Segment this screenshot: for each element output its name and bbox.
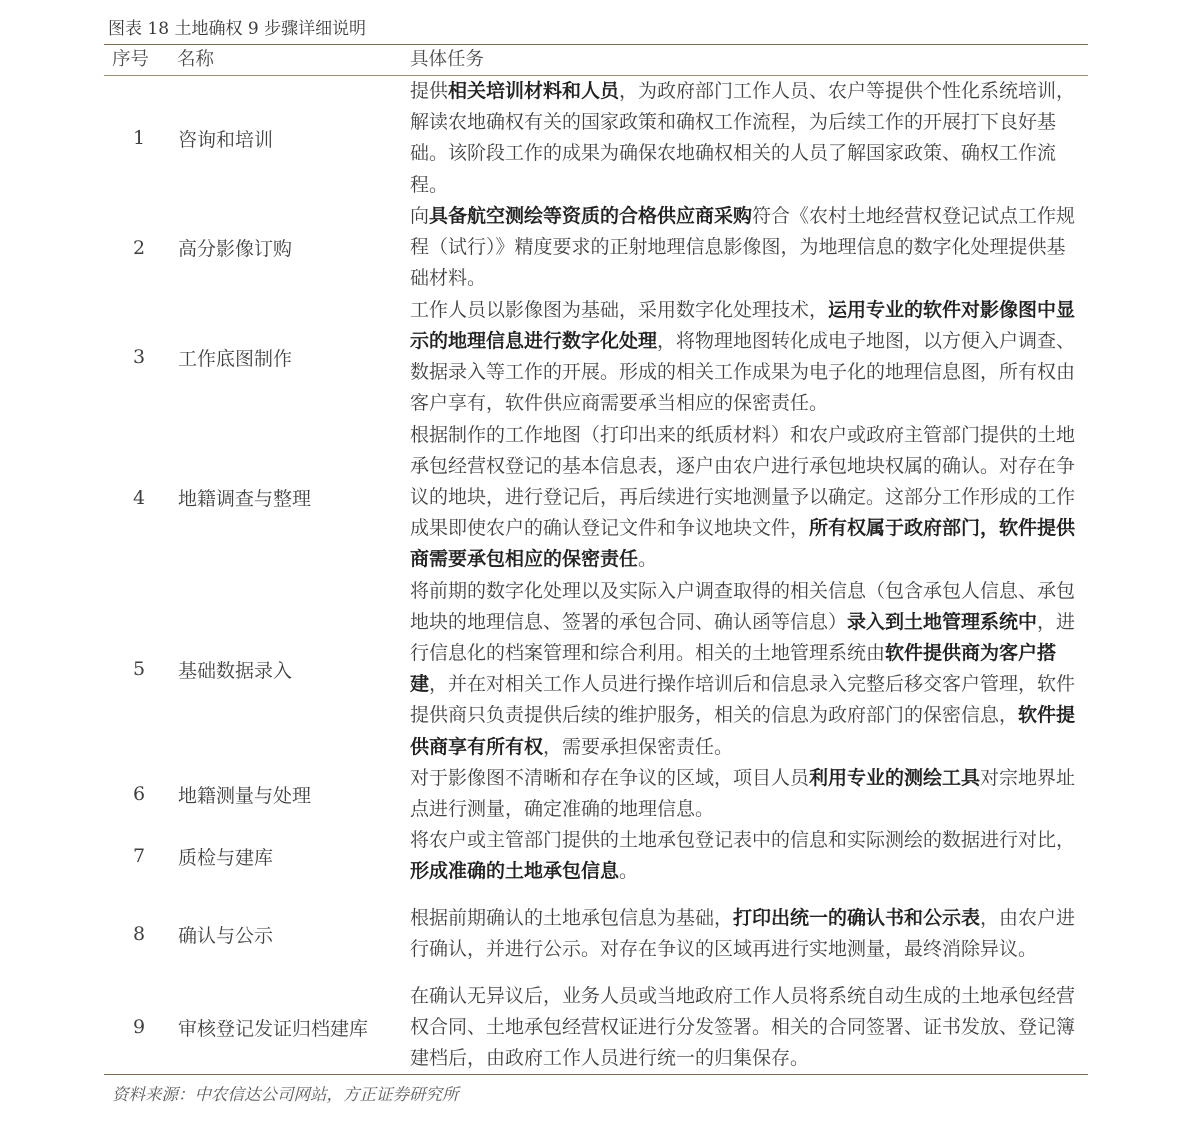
task-emphasis: 打印出统一的确认书和公示表 xyxy=(733,906,981,929)
row-task xyxy=(406,576,1088,763)
row-name: 地籍调查与整理 xyxy=(178,488,312,511)
row-name: 地籍测量与处理 xyxy=(178,784,312,807)
row-number: 3 xyxy=(132,346,146,369)
row-task xyxy=(406,420,1088,576)
row-task xyxy=(406,981,1088,1075)
row-task xyxy=(406,888,1088,981)
header-name: 名称 xyxy=(174,45,406,76)
row-number: 2 xyxy=(132,236,146,259)
task-text: 根据制作的工作地图（打印出来的纸质材料）和农户或政府主管部门提供的土地承包经营权登记的基本信息表，逐户由农户进行承包地块权属的确认。对存在争议的地块，进行登记后，再后续进行实地测量予以确定。这部分工作形成的工作成果即使农户的确认登记文件和争议地块文件， xyxy=(410,423,1076,540)
row-name: 确认与公示 xyxy=(178,924,274,947)
table-row xyxy=(104,76,1088,201)
task-emphasis: 录入到土地管理系统中 xyxy=(847,610,1038,633)
figure-title: 图表 18 土地确权 9 步骤详细说明 xyxy=(104,14,1088,45)
row-task xyxy=(406,825,1088,887)
task-text: 将农户或主管部门提供的土地承包登记表中的信息和实际测绘的数据进行对比， xyxy=(410,829,1076,852)
table-row xyxy=(104,295,1088,420)
table-row xyxy=(104,888,1088,981)
task-text: ，并在对相关工作人员进行操作培训后和信息录入完整后移交客户管理，软件提供商只负责提供后续的维护服务，相关的信息为政府部门的保密信息， xyxy=(410,673,1076,727)
task-emphasis: 软件提供商为客户搭建 xyxy=(410,642,1057,696)
task-emphasis: 利用专业的测绘工具 xyxy=(809,766,981,789)
steps-table xyxy=(104,45,1088,1075)
row-name: 高分影像订购 xyxy=(178,238,293,261)
task-text: 对于影像图不清晰和存在争议的区域，项目人员 xyxy=(410,766,810,789)
header-row xyxy=(104,45,1088,76)
row-number: 7 xyxy=(132,845,146,868)
task-text: 。 xyxy=(619,860,639,883)
table-header xyxy=(104,45,1088,76)
row-task xyxy=(406,295,1088,420)
row-number: 9 xyxy=(104,981,174,1075)
task-text: 在确认无异议后，业务人员或当地政府工作人员将系统自动生成的土地承包经营权合同、土地承包经营权证进行分发签署。相关的合同签署、证书发放、登记簿建档后，由政府工作人员进行统一的归集保存。 xyxy=(410,984,1076,1070)
row-number: 8 xyxy=(132,923,146,946)
task-text: 对宗地界址点进行测量，确定准确的地理信息。 xyxy=(410,766,1076,821)
table-row xyxy=(104,420,1088,576)
task-text: ，将物理地图转化成电子地图，以方便入户调查、数据录入等工作的开展。形成的相关工作成果为电子化的地理信息图，所有权由客户享有，软件供应商需要承当相应的保密责任。 xyxy=(410,330,1076,415)
task-emphasis: 所有权属于政府部门，软件提供商需要承包相应的保密责任 xyxy=(410,517,1076,571)
task-text: 提供 xyxy=(410,80,449,102)
task-emphasis: 运用专业的软件对影像图中显示的地理信息进行数字化处理 xyxy=(410,298,1076,353)
row-name: 工作底图制作 xyxy=(178,347,293,370)
row-number: 4 xyxy=(132,486,146,509)
task-emphasis: 形成准确的土地承包信息 xyxy=(410,860,620,883)
row-task xyxy=(406,76,1088,201)
task-text: 符合《农村土地经营权登记试点工作规程（试行）》精度要求的正射地理信息影像图，为地理信息的数字化处理提供基础材料。 xyxy=(410,205,1076,290)
task-text: ，为政府部门工作人员、农户等提供个性化系统培训，解读农地确权有关的国家政策和确权工作流程，为后续工作的开展打下良好基础。该阶段工作的成果为确保农地确权相关的人员了解国家政策、确权工作流程。 xyxy=(410,80,1076,196)
header-task: 具体任务 xyxy=(406,45,1088,76)
task-text: 工作人员以影像图为基础，采用数字化处理技术， xyxy=(410,298,829,321)
source-note: 资料来源：中农信达公司网站，方正证券研究所 xyxy=(112,1085,459,1105)
table-row xyxy=(104,981,1088,1075)
row-task xyxy=(406,763,1088,825)
row-number: 6 xyxy=(132,783,146,806)
row-name: 基础数据录入 xyxy=(178,659,293,682)
row-name: 咨询和培训 xyxy=(178,128,274,151)
task-text: 。 xyxy=(638,548,658,571)
task-text: 根据前期确认的土地承包信息为基础， xyxy=(410,906,734,929)
task-emphasis: 相关培训材料和人员 xyxy=(448,80,620,102)
row-number: 5 xyxy=(132,658,146,681)
table-row xyxy=(104,201,1088,295)
task-text: ，由农户进行确认，并进行公示。对存在争议的区域再进行实地测量，最终消除异议。 xyxy=(410,906,1076,961)
table-row xyxy=(104,825,1088,887)
table-row xyxy=(104,763,1088,825)
figure xyxy=(104,14,1088,1105)
task-text: 向 xyxy=(410,205,430,227)
row-name: 审核登记发证归档建库 xyxy=(174,981,406,1075)
task-text: ，进行信息化的档案管理和综合利用。相关的土地管理系统由 xyxy=(410,610,1076,665)
task-text: 将前期的数字化处理以及实际入户调查取得的相关信息（包含承包人信息、承包地块的地理信息、签署的承包合同、确认函等信息） xyxy=(410,579,1076,633)
row-task xyxy=(406,201,1088,295)
header-index: 序号 xyxy=(104,45,174,76)
task-emphasis: 软件提供商享有所有权 xyxy=(410,704,1076,758)
task-emphasis: 具备航空测绘等资质的合格供应商采购 xyxy=(429,205,753,227)
row-name: 质检与建库 xyxy=(178,846,274,869)
row-number: 1 xyxy=(132,127,146,150)
table-body xyxy=(104,76,1088,1075)
table-row xyxy=(104,576,1088,763)
task-text: ，需要承担保密责任。 xyxy=(543,735,734,758)
